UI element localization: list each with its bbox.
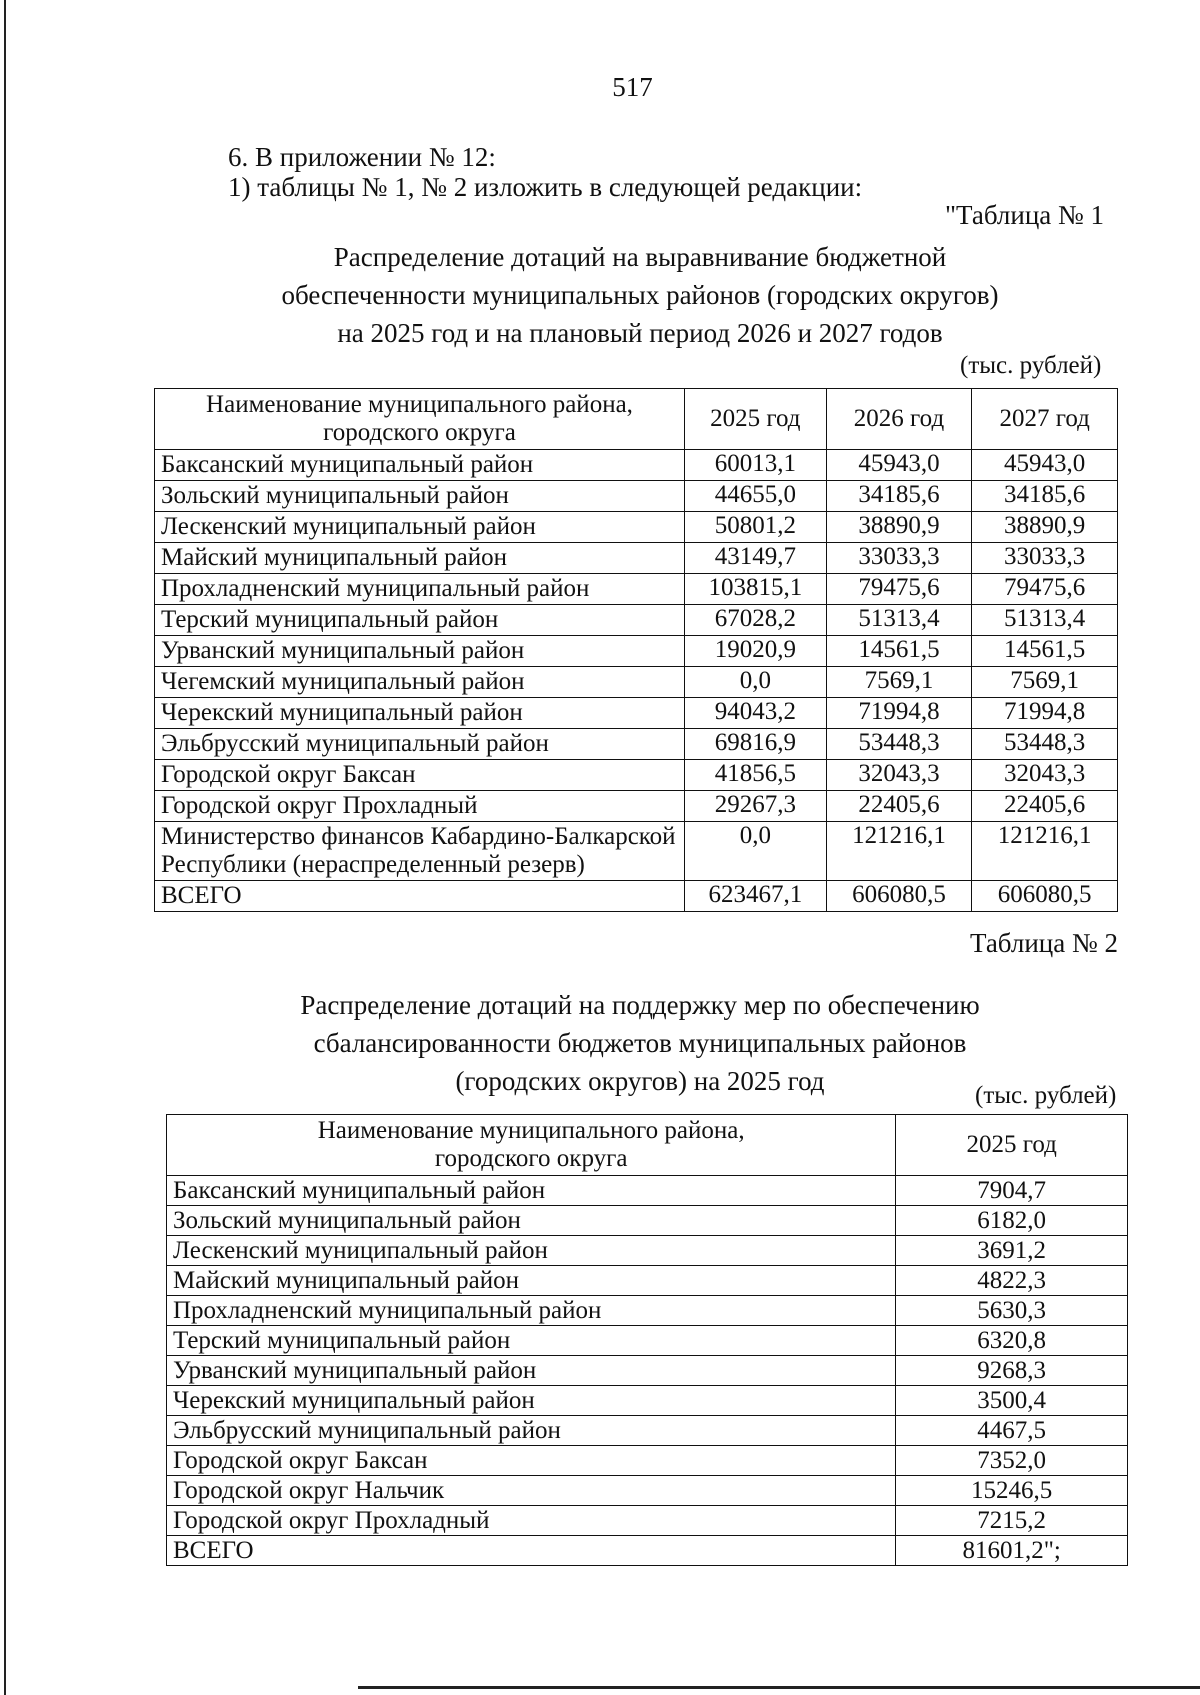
table-row <box>155 605 1118 636</box>
value-2025: 6182,0 <box>896 1206 1128 1236</box>
value-2026: 121216,1 <box>826 822 972 881</box>
table1-header-2025: 2025 год <box>684 389 826 450</box>
row-name: Майский муниципальный район <box>167 1266 896 1296</box>
value-2025: 7352,0 <box>896 1446 1128 1476</box>
row-name: Черекский муниципальный район <box>155 698 685 729</box>
row-name: Баксанский муниципальный район <box>167 1176 896 1206</box>
row-name: Городской округ Баксан <box>167 1446 896 1476</box>
header-name-line: городского округа <box>323 419 516 446</box>
value-2027: 51313,4 <box>972 605 1118 636</box>
table-row <box>167 1356 1128 1386</box>
value-2025: 94043,2 <box>684 698 826 729</box>
table2-unit: (тыс. рублей) <box>975 1082 1117 1109</box>
value-2025: 50801,2 <box>684 512 826 543</box>
value-2025: 43149,7 <box>684 543 826 574</box>
table-row <box>155 791 1118 822</box>
header-name-line: Наименование муниципального района, <box>317 1117 745 1144</box>
table-row <box>167 1266 1128 1296</box>
table2-title-line: сбалансированности бюджетов муниципальных районов <box>313 1028 967 1058</box>
row-name: Баксанский муниципальный район <box>155 450 685 481</box>
table-row <box>167 1476 1128 1506</box>
table-row <box>155 512 1118 543</box>
row-name-line: Министерство финансов Кабардино-Балкарской <box>161 823 676 850</box>
table-row <box>167 1386 1128 1416</box>
value-2027: 22405,6 <box>972 791 1118 822</box>
value-2026: 33033,3 <box>826 543 972 574</box>
row-name: Городской округ Баксан <box>155 760 685 791</box>
value-2025: 0,0 <box>684 667 826 698</box>
table1-label: "Таблица № 1 <box>945 200 1105 230</box>
value-2025: 7215,2 <box>896 1506 1128 1536</box>
row-name: Черекский муниципальный район <box>167 1386 896 1416</box>
value-2025: 623467,1 <box>684 881 826 912</box>
table-row <box>167 1446 1128 1476</box>
row-name: Зольский муниципальный район <box>155 481 685 512</box>
value-2025: 5630,3 <box>896 1296 1128 1326</box>
value-2025: 81601,2"; <box>896 1536 1128 1566</box>
table1-unit: (тыс. рублей) <box>960 352 1102 379</box>
value-2025: 29267,3 <box>684 791 826 822</box>
value-2027: 45943,0 <box>972 450 1118 481</box>
table1-title <box>160 238 1120 352</box>
value-2025: 44655,0 <box>684 481 826 512</box>
value-2025: 103815,1 <box>684 574 826 605</box>
table-row <box>155 481 1118 512</box>
row-name: Урванский муниципальный район <box>167 1356 896 1386</box>
value-2026: 22405,6 <box>826 791 972 822</box>
table-row <box>155 450 1118 481</box>
row-name: Городской округ Прохладный <box>155 791 685 822</box>
table-row-ministry <box>155 822 1118 881</box>
table1 <box>154 388 1118 912</box>
row-name: Терский муниципальный район <box>167 1326 896 1356</box>
row-name: Майский муниципальный район <box>155 543 685 574</box>
row-name: Эльбрусский муниципальный район <box>167 1416 896 1446</box>
table-row <box>155 636 1118 667</box>
value-2025: 41856,5 <box>684 760 826 791</box>
row-name: Урванский муниципальный район <box>155 636 685 667</box>
table-row-total <box>155 881 1118 912</box>
table-row <box>167 1176 1128 1206</box>
value-2025: 60013,1 <box>684 450 826 481</box>
value-2027: 7569,1 <box>972 667 1118 698</box>
table2-title-line: (городских округов) на 2025 год <box>455 1066 825 1096</box>
value-2026: 32043,3 <box>826 760 972 791</box>
value-2027: 79475,6 <box>972 574 1118 605</box>
header-name-line: городского округа <box>434 1145 628 1172</box>
table1-header-row <box>155 389 1118 450</box>
row-name: Городской округ Прохладный <box>167 1506 896 1536</box>
value-2026: 34185,6 <box>826 481 972 512</box>
row-name: Городской округ Нальчик <box>167 1476 896 1506</box>
row-name: ВСЕГО <box>155 881 685 912</box>
page-bottom-rule <box>358 1686 1200 1689</box>
row-name: Терский муниципальный район <box>155 605 685 636</box>
table2-header-name <box>167 1115 896 1176</box>
row-name: Эльбрусский муниципальный район <box>155 729 685 760</box>
value-2025: 6320,8 <box>896 1326 1128 1356</box>
value-2026: 14561,5 <box>826 636 972 667</box>
value-2025: 4467,5 <box>896 1416 1128 1446</box>
row-name <box>155 822 685 881</box>
table-row <box>155 543 1118 574</box>
section-heading: 6. В приложении № 12: <box>228 142 496 172</box>
table2-label: Таблица № 2 <box>970 928 1118 958</box>
value-2025: 69816,9 <box>684 729 826 760</box>
value-2027: 53448,3 <box>972 729 1118 760</box>
value-2027: 14561,5 <box>972 636 1118 667</box>
table-row <box>155 574 1118 605</box>
table-row <box>167 1506 1128 1536</box>
table-row <box>155 667 1118 698</box>
row-name: Зольский муниципальный район <box>167 1206 896 1236</box>
table-row-total <box>167 1536 1128 1566</box>
value-2027: 32043,3 <box>972 760 1118 791</box>
value-2026: 79475,6 <box>826 574 972 605</box>
table1-title-line: обеспеченности муниципальных районов (городских округов) <box>281 280 999 310</box>
table-row <box>167 1326 1128 1356</box>
value-2027: 71994,8 <box>972 698 1118 729</box>
row-name-line: Республики (нераспределенный резерв) <box>161 851 585 878</box>
value-2025: 0,0 <box>684 822 826 881</box>
subsection-heading: 1) таблицы № 1, № 2 изложить в следующей редакции: <box>228 172 863 202</box>
row-name: ВСЕГО <box>167 1536 896 1566</box>
table-row <box>167 1206 1128 1236</box>
header-name-line: Наименование муниципального района, <box>206 391 633 418</box>
value-2026: 7569,1 <box>826 667 972 698</box>
table2-header-2025: 2025 год <box>896 1115 1128 1176</box>
value-2027: 121216,1 <box>972 822 1118 881</box>
value-2027: 34185,6 <box>972 481 1118 512</box>
row-name: Лескенский муниципальный район <box>167 1236 896 1266</box>
table-row <box>167 1416 1128 1446</box>
value-2026: 606080,5 <box>826 881 972 912</box>
value-2027: 33033,3 <box>972 543 1118 574</box>
value-2025: 67028,2 <box>684 605 826 636</box>
table2 <box>166 1114 1128 1566</box>
table1-title-line: на 2025 год и на плановый период 2026 и 2027 годов <box>337 318 943 348</box>
row-name: Лескенский муниципальный район <box>155 512 685 543</box>
value-2025: 15246,5 <box>896 1476 1128 1506</box>
row-name: Прохладненский муниципальный район <box>155 574 685 605</box>
value-2027: 38890,9 <box>972 512 1118 543</box>
row-name: Чегемский муниципальный район <box>155 667 685 698</box>
table-row <box>155 760 1118 791</box>
table-row <box>167 1296 1128 1326</box>
value-2026: 53448,3 <box>826 729 972 760</box>
value-2025: 4822,3 <box>896 1266 1128 1296</box>
page-number: 517 <box>612 72 653 102</box>
table2-header-row <box>167 1115 1128 1176</box>
value-2025: 3691,2 <box>896 1236 1128 1266</box>
value-2026: 38890,9 <box>826 512 972 543</box>
page-left-edge <box>4 0 6 1695</box>
value-2025: 3500,4 <box>896 1386 1128 1416</box>
table1-title-line: Распределение дотаций на выравнивание бюджетной <box>333 242 947 272</box>
table1-header-name <box>155 389 685 450</box>
row-name: Прохладненский муниципальный район <box>167 1296 896 1326</box>
table2-title-line: Распределение дотаций на поддержку мер по обеспечению <box>300 990 980 1020</box>
table1-header-2027: 2027 год <box>972 389 1118 450</box>
table-row <box>155 698 1118 729</box>
table-row <box>155 729 1118 760</box>
value-2026: 71994,8 <box>826 698 972 729</box>
value-2026: 45943,0 <box>826 450 972 481</box>
table1-header-2026: 2026 год <box>826 389 972 450</box>
value-2025: 7904,7 <box>896 1176 1128 1206</box>
value-2027: 606080,5 <box>972 881 1118 912</box>
value-2026: 51313,4 <box>826 605 972 636</box>
table-row <box>167 1236 1128 1266</box>
value-2025: 9268,3 <box>896 1356 1128 1386</box>
value-2025: 19020,9 <box>684 636 826 667</box>
